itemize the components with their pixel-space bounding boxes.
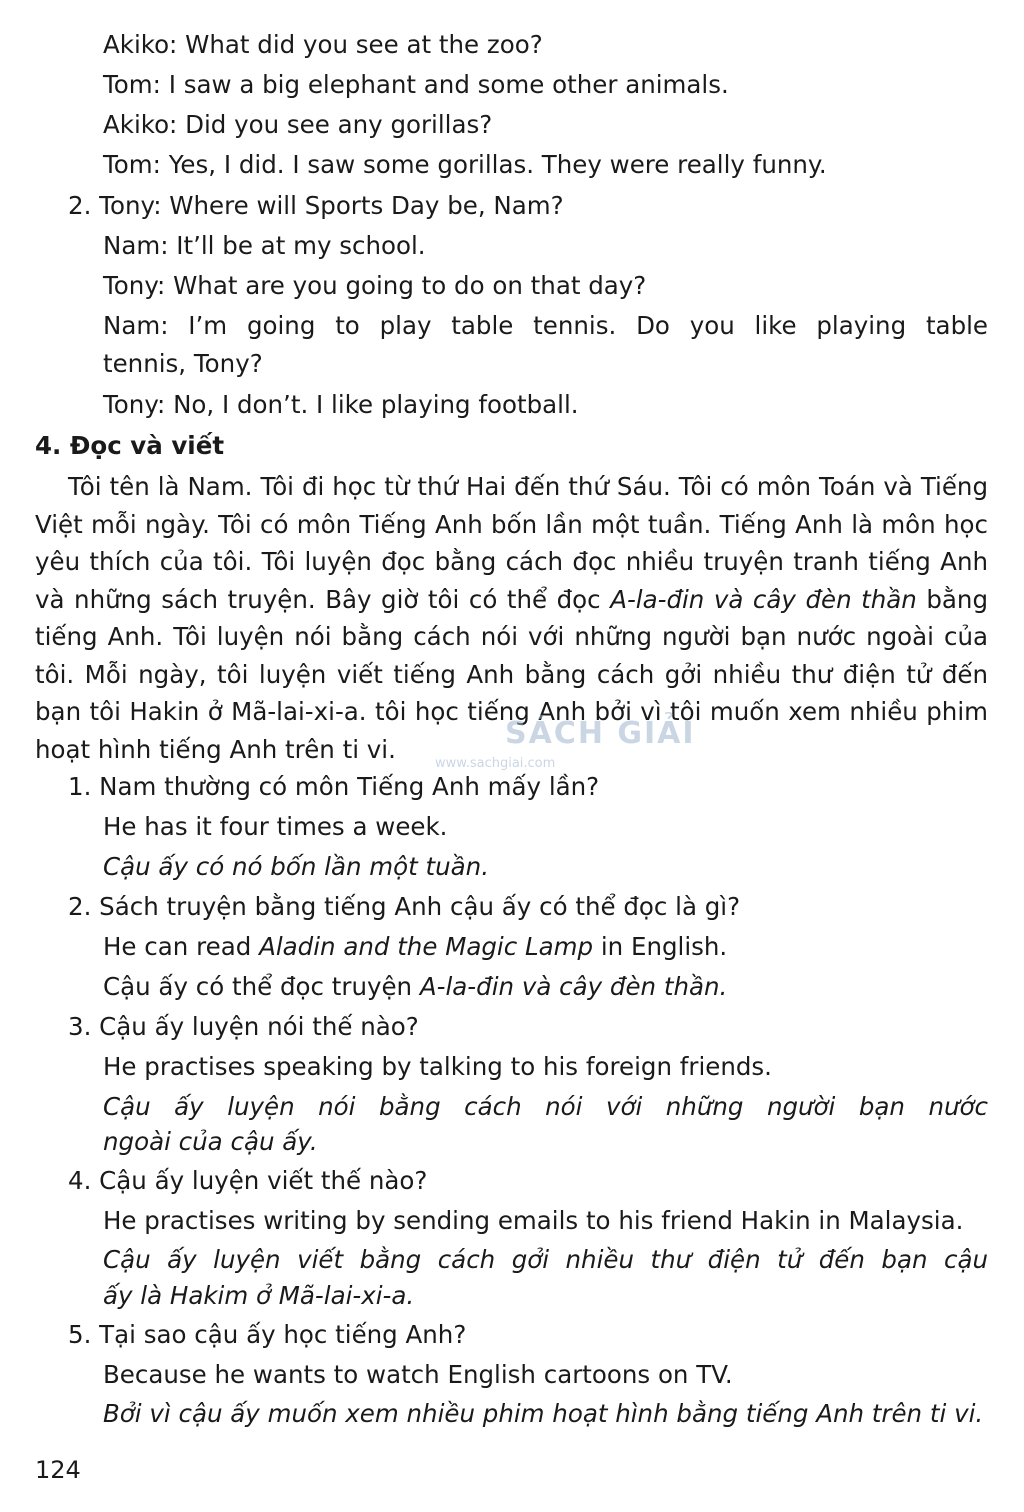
answer-english [103, 930, 727, 964]
answer-english: He has it four times a week. [103, 812, 448, 841]
watermark-url: www.sachgiai.com [435, 756, 556, 771]
book-title: A-la-đin và cây đèn thần. [419, 972, 728, 1001]
page-number: 124 [35, 1456, 81, 1484]
section-heading: 4. Đọc và viết [35, 431, 225, 460]
dialogue-line: Akiko: Did you see any gorillas? [103, 110, 493, 139]
answer-english: Because he wants to watch English cartoons on TV. [103, 1360, 733, 1389]
dialogue-line: Tony: No, I don’t. I like playing football. [103, 390, 579, 419]
question: 4. Cậu ấy luyện viết thế nào? [68, 1166, 428, 1195]
dialogue-line: Tony: What are you going to do on that day? [103, 271, 647, 300]
answer-vietnamese: Cậu ấy luyện viết bằng cách gởi nhiều thư điện tử đến bạn cậu [103, 1245, 988, 1274]
question: 1. Nam thường có môn Tiếng Anh mấy lần? [68, 772, 600, 801]
dialogue-line: Nam: It’ll be at my school. [103, 231, 426, 260]
answer-vietnamese: ấy là Hakim ở Mã-lai-xi-a. [103, 1281, 415, 1310]
passage-text: Tôi tên là Nam. Tôi đi học từ thứ Hai đến thứ Sáu. Tôi có môn Toán và Tiếng Việt mỗi ngày. Tôi có môn Tiếng Anh bốn lần một tuần. Tiếng Anh là môn học yêu thích của tôi. Tôi luyện đọc bằng cách đọc nhiều truyện tranh tiếng Anh và những sách truyện. Bây giờ tôi có thể đọc [35, 472, 988, 614]
dialogue-line: 2. Tony: Where will Sports Day be, Nam? [68, 191, 564, 220]
answer-vietnamese: Bởi vì cậu ấy muốn xem nhiều phim hoạt hình bằng tiếng Anh trên ti vi. [103, 1399, 984, 1428]
watermark [435, 716, 696, 771]
answer-text: He can read [103, 932, 252, 961]
answer-english: He practises speaking by talking to his foreign friends. [103, 1052, 772, 1081]
dialogue-line: Tom: I saw a big elephant and some other animals. [103, 70, 729, 99]
answer-vietnamese: Cậu ấy có nó bốn lần một tuần. [103, 852, 489, 881]
answer-text: Cậu ấy có thể đọc truyện [103, 972, 413, 1001]
passage-title-italic: A-la-đin và cây đèn thần [610, 584, 917, 614]
question: 2. Sách truyện bằng tiếng Anh cậu ấy có thể đọc là gì? [68, 892, 741, 921]
passage-text: bằng tiếng Anh. Tôi luyện nói bằng cách nói với những người bạn nước ngoài của tôi. Mỗi ngày, tôi luyện viết tiếng Anh bằng cách gởi nhiều thư điện tử đến bạn tôi Hakin ở Mã-lai-xi-a. tôi học tiếng Anh bởi vì tôi muốn xem nhiều phim hoạt hình tiếng Anh trên ti vi. [35, 584, 989, 764]
dialogue-line: tennis, Tony? [103, 349, 263, 378]
dialogue-line: Akiko: What did you see at the zoo? [103, 30, 543, 59]
watermark-brand: SÁCH GIẢI [505, 716, 696, 751]
answer-text: in English. [600, 932, 728, 961]
question: 5. Tại sao cậu ấy học tiếng Anh? [68, 1320, 467, 1349]
answer-english: He practises writing by sending emails to his friend Hakin in Malaysia. [103, 1206, 964, 1235]
dialogue-line: Tom: Yes, I did. I saw some gorillas. They were really funny. [103, 150, 827, 179]
answer-vietnamese: ngoài của cậu ấy. [103, 1127, 318, 1156]
dialogue-line: Nam: I’m going to play table tennis. Do you like playing table [103, 311, 988, 340]
answer-vietnamese [103, 970, 727, 1004]
answer-vietnamese: Cậu ấy luyện nói bằng cách nói với những người bạn nước [103, 1092, 988, 1121]
question: 3. Cậu ấy luyện nói thế nào? [68, 1012, 419, 1041]
book-title: Aladin and the Magic Lamp [259, 932, 594, 961]
